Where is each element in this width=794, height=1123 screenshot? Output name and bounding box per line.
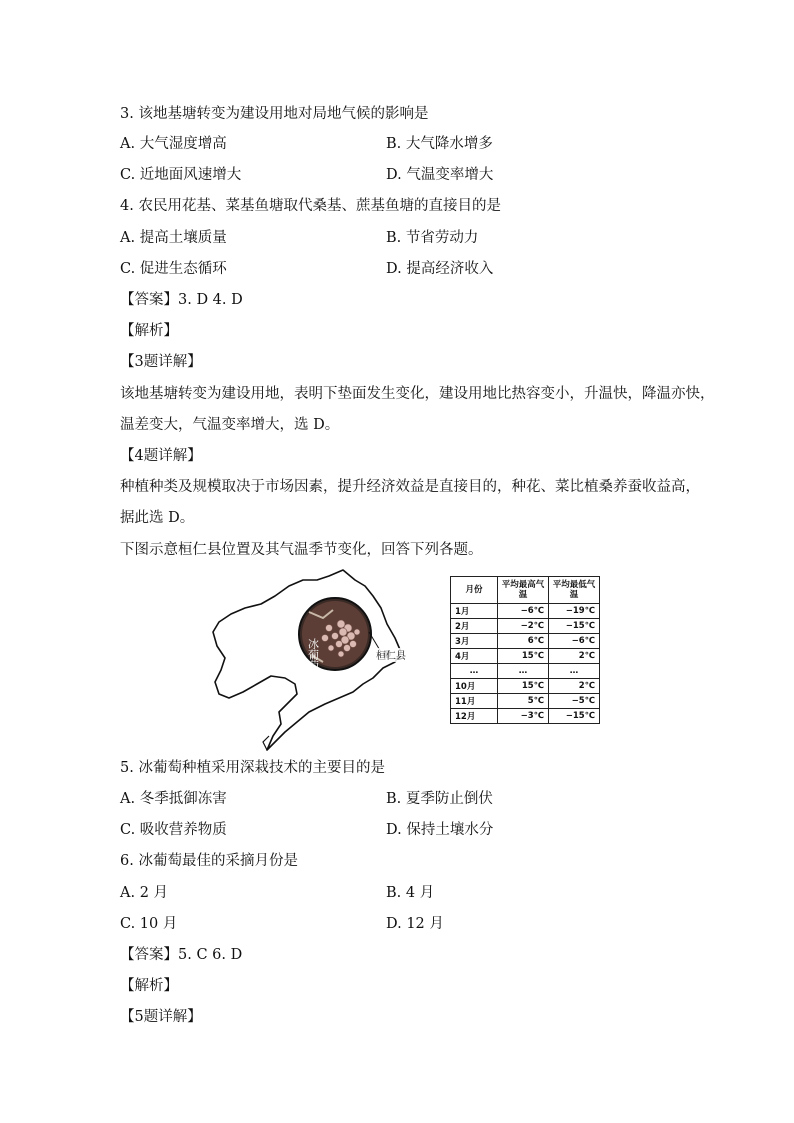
q4-option-d: D. 提高经济收入 — [386, 261, 494, 277]
analysis-heading-2: 【解析】 — [120, 978, 178, 994]
photo-label: 冰葡萄 — [306, 638, 320, 671]
q6-stem: 6. 冰葡萄最佳的采摘月份是 — [120, 853, 298, 869]
q5-option-b: B. 夏季防止倒伏 — [386, 791, 493, 807]
q3-option-b: B. 大气降水增多 — [386, 136, 493, 152]
answer-line-2: 【答案】5. C 6. D — [120, 947, 243, 963]
detail-3-heading: 【3题详解】 — [120, 354, 202, 370]
analysis-heading-1: 【解析】 — [120, 323, 178, 339]
detail-3-line-1: 该地基塘转变为建设用地，表明下垫面发生变化，建设用地比热容变小，升温快，降温亦快， — [120, 386, 715, 402]
table-row: 11月 5℃ −5℃ — [451, 694, 600, 709]
header-high: 平均最高气温 — [498, 577, 549, 604]
table-row: 10月 15℃ 2℃ — [451, 679, 600, 694]
q5-option-c: C. 吸收营养物质 — [120, 822, 227, 838]
q6-option-b: B. 4 月 — [386, 885, 435, 901]
q4-option-c: C. 促进生态循环 — [120, 261, 227, 277]
figure-intro: 下图示意桓仁县位置及其气温季节变化，回答下列各题。 — [120, 542, 483, 558]
table-header-row — [451, 577, 600, 604]
q5-option-d: D. 保持土壤水分 — [386, 822, 494, 838]
q6-option-d: D. 12 月 — [386, 916, 444, 932]
table-row: … … … — [451, 664, 600, 679]
table-row: 2月 −2℃ −15℃ — [451, 619, 600, 634]
table-row: 12月 −3℃ −15℃ — [451, 709, 600, 724]
q3-option-d: D. 气温变率增大 — [386, 167, 494, 183]
detail-5-heading: 【5题详解】 — [120, 1009, 202, 1025]
detail-4-heading: 【4题详解】 — [120, 448, 202, 464]
detail-4-line-1: 种植种类及规模取决于市场因素，提升经济效益是直接目的，种花、菜比植桑养蚕收益高， — [120, 479, 700, 495]
q6-option-c: C. 10 月 — [120, 916, 178, 932]
detail-4-line-2: 据此选 D。 — [120, 510, 195, 526]
table-row: 3月 6℃ −6℃ — [451, 634, 600, 649]
q5-stem: 5. 冰葡萄种植采用深栽技术的主要目的是 — [120, 760, 385, 776]
table-row: 1月 −6℃ −19℃ — [451, 604, 600, 619]
detail-3-line-2: 温差变大，气温变率增大，选 D。 — [120, 417, 340, 433]
q4-option-b: B. 节省劳动力 — [386, 230, 479, 246]
q5-option-a: A. 冬季抵御冻害 — [120, 791, 227, 807]
answer-line-1: 【答案】3. D 4. D — [120, 292, 243, 308]
county-label: 桓仁县 — [376, 651, 406, 662]
header-month: 月份 — [451, 577, 498, 604]
temperature-table — [450, 576, 600, 724]
table-row: 4月 15℃ 2℃ — [451, 649, 600, 664]
q6-option-a: A. 2 月 — [120, 885, 169, 901]
q3-option-a: A. 大气湿度增高 — [120, 136, 227, 152]
q3-stem: 3. 该地基塘转变为建设用地对局地气候的影响是 — [120, 106, 429, 122]
q3-option-c: C. 近地面风速增大 — [120, 167, 242, 183]
header-low: 平均最低气温 — [549, 577, 600, 604]
q4-stem: 4. 农民用花基、菜基鱼塘取代桑基、蔗基鱼塘的直接目的是 — [120, 198, 501, 214]
q4-option-a: A. 提高土壤质量 — [120, 230, 227, 246]
